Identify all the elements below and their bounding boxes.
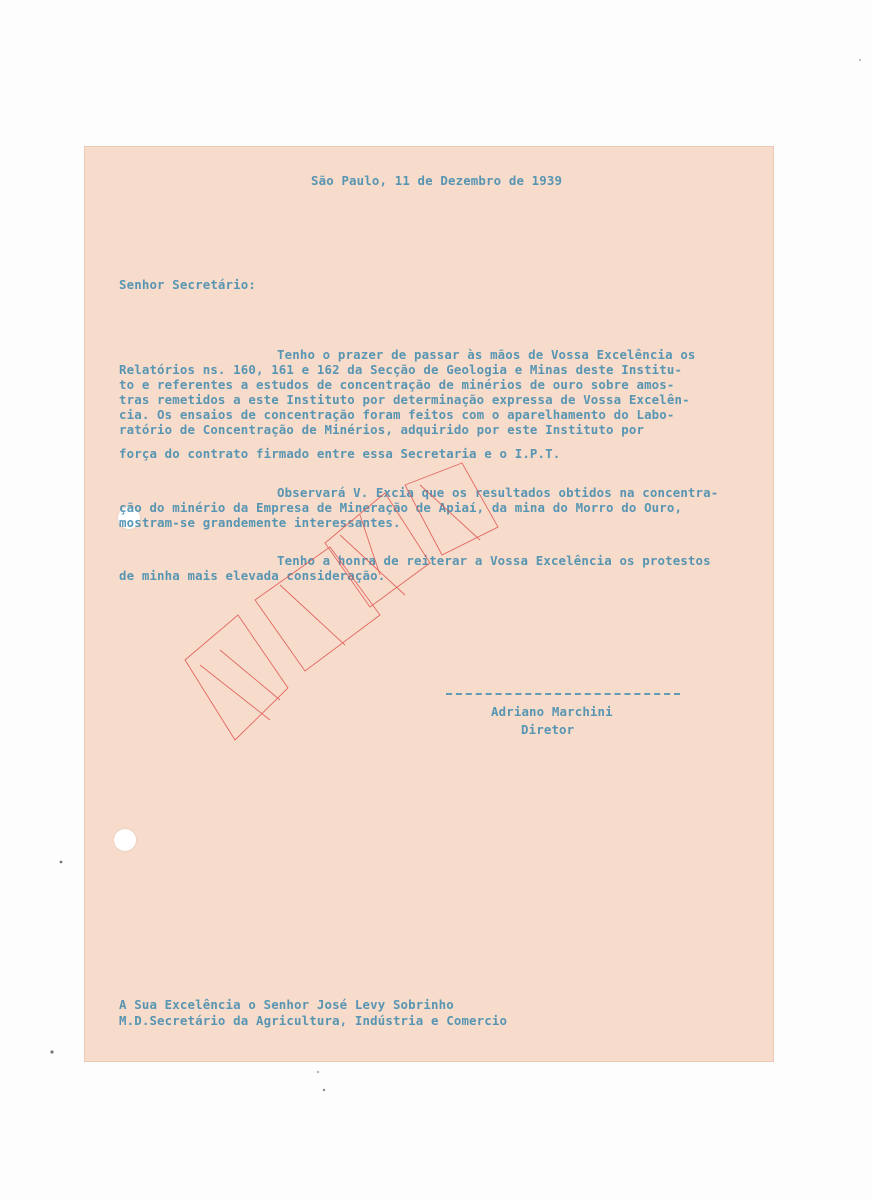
paragraph-2-line-2: ção do minério da Empresa de Mineração de Apiaí, da mina do Morro do Ouro, (119, 500, 683, 515)
paragraph-1-line-3: to e referentes a estudos de concentração de minérios de ouro sobre amos- (119, 377, 675, 392)
addressee-line-2: M.D.Secretário da Agricultura, Indústria e Comercio (119, 1013, 508, 1028)
letter-salutation: Senhor Secretário: (119, 277, 256, 292)
punch-hole-bottom (114, 829, 136, 851)
paragraph-1-line-5: cia. Os ensaios de concentração foram feitos com o aparelhamento do Labo- (119, 407, 675, 422)
paragraph-1-line-2: Relatórios ns. 160, 161 e 162 da Secção de Geologia e Minas deste Institu- (119, 362, 683, 377)
stamp-box-3 (325, 493, 430, 607)
paragraph-1-line-4: tras remetidos a este Instituto por determinação expressa de Vossa Excelên- (119, 392, 690, 407)
paragraph-2-line-3: mostram-se grandemente interessantes. (119, 515, 401, 530)
paragraph-1-line-1: Tenho o prazer de passar às mãos de Vossa Excelência os (277, 347, 696, 362)
paragraph-1-line-6: ratório de Concentração de Minérios, adquirido por este Instituto por (119, 422, 645, 437)
paragraph-3-line-1: Tenho a honra de reiterar a Vossa Excelência os protestos (277, 553, 711, 568)
paragraph-1-line-7: força do contrato firmado entre essa Secretaria e o I.P.T. (119, 446, 561, 461)
paragraph-3-line-2: de minha mais elevada consideração. (119, 568, 386, 583)
stamp-box-4 (405, 463, 498, 555)
signature-line (446, 693, 680, 695)
letter-date: São Paulo, 11 de Dezembro de 1939 (311, 173, 563, 188)
stamp-box-1 (185, 615, 288, 740)
paragraph-2-line-1: Observará V. Excia que os resultados obtidos na concentra- (277, 485, 719, 500)
addressee-line-1: A Sua Excelência o Senhor José Levy Sobrinho (119, 997, 454, 1012)
signature-name: Adriano Marchini (491, 704, 613, 719)
stamp-box-2 (255, 547, 380, 671)
signature-title: Diretor (521, 722, 575, 737)
